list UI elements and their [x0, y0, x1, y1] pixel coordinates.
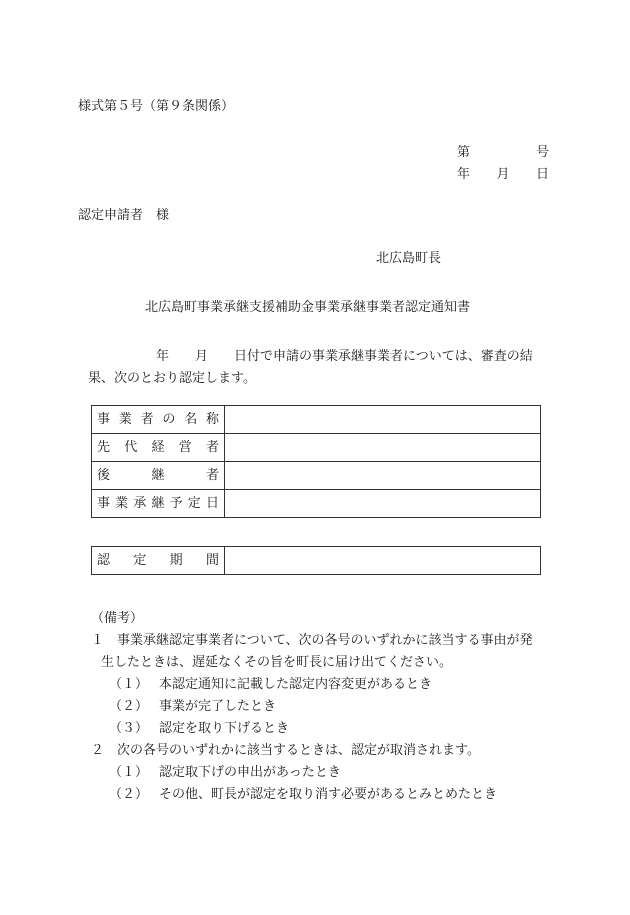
label-char: 後	[97, 468, 111, 483]
document-title: 北広島町事業承継支援補助金事業承継事業者認定通知書	[145, 300, 471, 315]
label-char: 間	[205, 553, 219, 568]
label-char: 定	[133, 553, 147, 568]
row-label	[92, 547, 225, 575]
row-label-text	[97, 554, 219, 567]
note-sub-text: 本認定通知に記載した認定内容変更があるとき	[159, 677, 433, 692]
note-sub-number: （３）	[109, 721, 149, 736]
row-value-field[interactable]	[225, 434, 541, 462]
label-char: 期	[169, 553, 183, 568]
row-label-text	[97, 469, 219, 482]
date-day: 日	[535, 167, 549, 182]
note-item-text: 事業承継認定事業者について、次の各号のいずれかに該当する事由が発	[117, 633, 533, 648]
document-number-block	[457, 146, 549, 181]
note-item-text: 次の各号のいずれかに該当するときは、認定が取消されます。	[117, 743, 480, 758]
body-line-2: 果、次のとおり認定します。	[88, 371, 256, 386]
note-sub-item	[91, 674, 551, 696]
table-row	[92, 547, 541, 575]
date-year: 年	[457, 167, 471, 182]
note-item	[91, 740, 551, 762]
recipient: 認定申請者 様	[78, 208, 170, 223]
label-char: 継	[151, 468, 165, 483]
note-sub-number: （２）	[109, 787, 149, 802]
note-sub-item	[91, 696, 551, 718]
row-value-field[interactable]	[225, 462, 541, 490]
label-char: 事	[97, 496, 111, 511]
label-char: 定	[187, 496, 201, 511]
note-sub-item	[91, 762, 551, 784]
table-row	[92, 406, 541, 434]
label-char: の	[162, 412, 176, 427]
doc-number-prefix: 第	[457, 145, 471, 160]
note-sub-text: 事業が完了したとき	[159, 699, 277, 714]
note-item-number: １	[91, 633, 105, 648]
label-char: 者	[205, 468, 219, 483]
label-char: 予	[169, 496, 183, 511]
label-char: 業	[115, 496, 129, 511]
certification-info-table	[91, 405, 541, 518]
note-sub-number: （１）	[109, 765, 149, 780]
note-item	[91, 630, 551, 652]
label-char: 事	[97, 412, 111, 427]
label-char: 業	[118, 412, 132, 427]
row-label	[92, 490, 225, 518]
row-label-text	[97, 413, 219, 426]
note-sub-text: その他、町長が認定を取り消す必要があるとみとめたとき	[159, 787, 498, 802]
note-sub-text: 認定取下げの申出があったとき	[159, 765, 341, 780]
document-number	[457, 146, 549, 168]
row-label-text	[97, 497, 219, 510]
row-value-field[interactable]	[225, 490, 541, 518]
note-sub-number: （２）	[109, 699, 149, 714]
label-char: 者	[140, 412, 154, 427]
label-char: 認	[97, 553, 111, 568]
body-paragraph	[78, 346, 558, 390]
label-char: 称	[205, 412, 219, 427]
label-char: 日	[205, 496, 219, 511]
table-row	[92, 462, 541, 490]
notes-section	[91, 608, 551, 806]
issuer: 北広島町長	[376, 251, 442, 266]
note-item-number: ２	[91, 743, 105, 758]
label-char: 代	[124, 440, 138, 455]
date-month: 月	[496, 167, 510, 182]
label-char: 継	[151, 496, 165, 511]
row-label-text	[97, 441, 219, 454]
note-sub-text: 認定を取り下げるとき	[159, 721, 290, 736]
row-value-field[interactable]	[225, 406, 541, 434]
label-char: 営	[178, 440, 192, 455]
label-char: 名	[184, 412, 198, 427]
issue-date	[457, 168, 549, 181]
body-line-1: 年 月 日付で申請の事業承継事業者については、審査の結	[156, 349, 533, 364]
row-label	[92, 462, 225, 490]
form-number: 様式第５号（第９条関係）	[78, 99, 235, 114]
label-char: 者	[205, 440, 219, 455]
row-value-field[interactable]	[225, 547, 541, 575]
note-sub-item	[91, 718, 551, 740]
label-char: 承	[133, 496, 147, 511]
row-label	[92, 406, 225, 434]
row-label	[92, 434, 225, 462]
note-sub-item	[91, 784, 551, 806]
label-char: 経	[151, 440, 165, 455]
notes-list	[91, 630, 551, 806]
doc-number-suffix: 号	[535, 145, 549, 160]
note-item-text-cont: 生したときは、遅延なくその旨を町長に届け出てください。	[101, 655, 453, 670]
note-sub-number: （１）	[109, 677, 149, 692]
certification-period-table	[91, 546, 541, 575]
label-char: 先	[97, 440, 111, 455]
notes-heading: （備考）	[91, 611, 144, 626]
table-row	[92, 490, 541, 518]
table-row	[92, 434, 541, 462]
